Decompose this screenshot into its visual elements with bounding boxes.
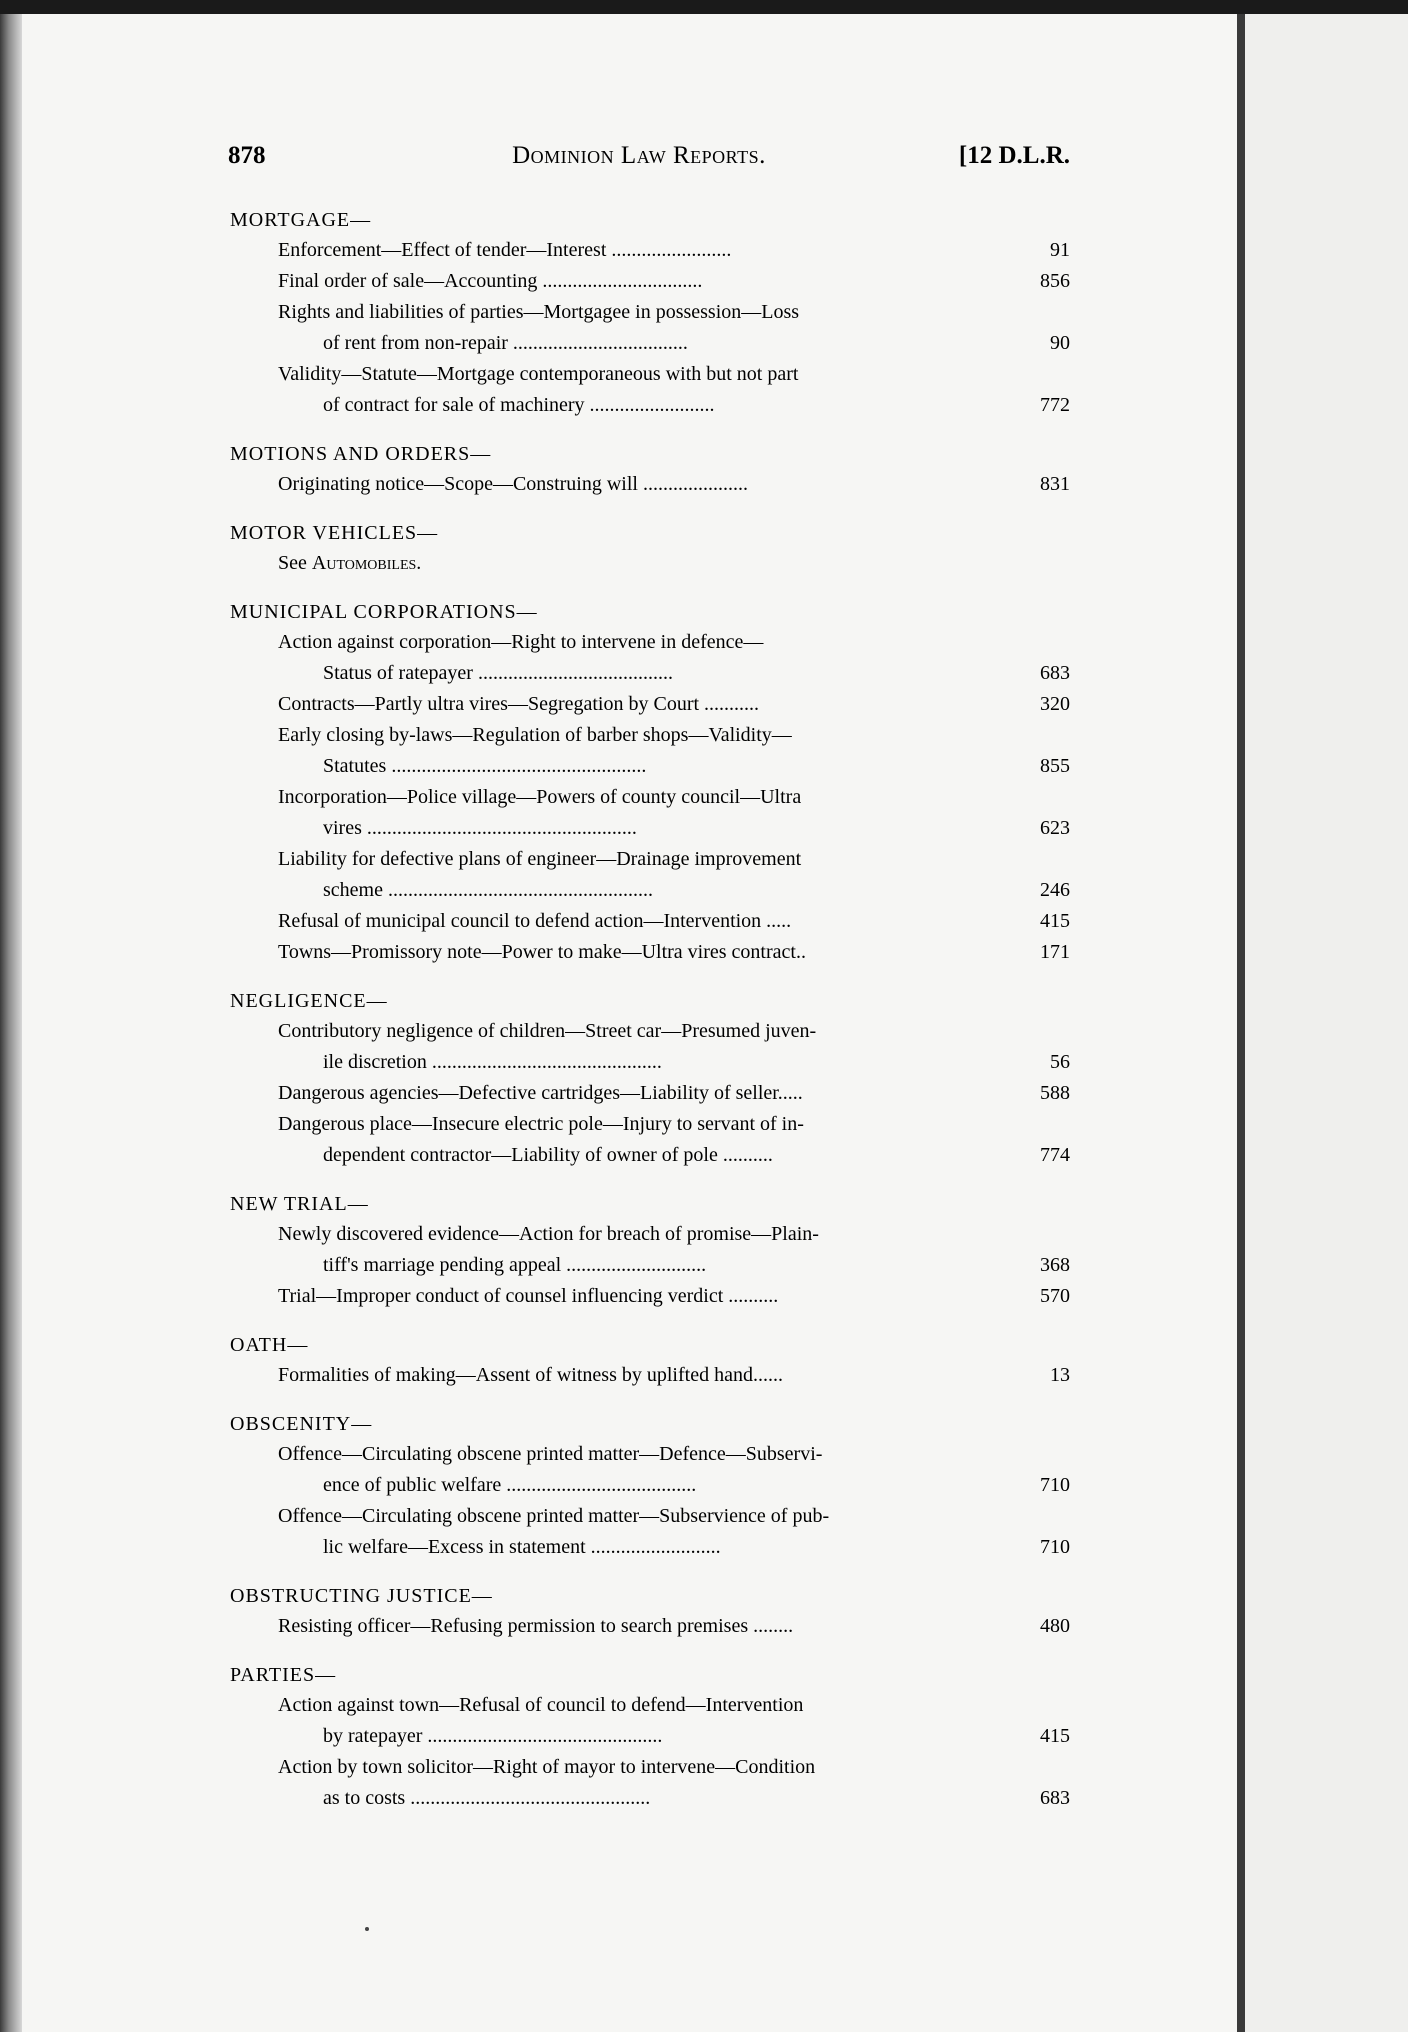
running-title: Dominion Law Reports. bbox=[512, 142, 766, 169]
section-heading: MOTIONS AND ORDERS— bbox=[230, 443, 492, 465]
index-sections bbox=[230, 205, 1070, 1832]
entry-continuation: Statutes ................................................... bbox=[323, 755, 647, 777]
page-reference: 171 bbox=[1040, 941, 1070, 963]
page-reference: 570 bbox=[1040, 1285, 1070, 1307]
index-section bbox=[230, 1581, 1070, 1642]
entry-text: Final order of sale—Accounting ................................ bbox=[278, 270, 703, 292]
index-section bbox=[230, 986, 1070, 1171]
scan-left-edge bbox=[0, 14, 22, 2032]
section-heading: OATH— bbox=[230, 1334, 309, 1356]
section-heading: NEGLIGENCE— bbox=[230, 990, 388, 1012]
entry-text: Action by town solicitor—Right of mayor to intervene—Condition bbox=[278, 1756, 816, 1778]
entry-text: Originating notice—Scope—Construing will ..................... bbox=[278, 473, 748, 495]
entry-text: Towns—Promissory note—Power to make—Ultra vires contract.. bbox=[278, 941, 806, 963]
entry-text: Trial—Improper conduct of counsel influencing verdict .......... bbox=[278, 1285, 779, 1307]
entry-continuation: of rent from non-repair ................................... bbox=[323, 332, 688, 354]
index-entry bbox=[230, 689, 1070, 720]
page-reference: 772 bbox=[1040, 394, 1070, 416]
index-entry bbox=[230, 1281, 1070, 1312]
page-reference: 710 bbox=[1040, 1474, 1070, 1496]
section-heading: OBSTRUCTING JUSTICE— bbox=[230, 1585, 493, 1607]
entry-continuation: scheme ..................................................... bbox=[323, 879, 653, 901]
entry-continuation: ile discretion .............................................. bbox=[323, 1051, 662, 1073]
section-heading: PARTIES— bbox=[230, 1664, 337, 1686]
section-heading: NEW TRIAL— bbox=[230, 1193, 369, 1215]
index-entry bbox=[230, 720, 1070, 782]
index-entry bbox=[230, 782, 1070, 844]
index-entry bbox=[230, 1078, 1070, 1109]
index-entry bbox=[230, 844, 1070, 906]
print-speck bbox=[365, 1927, 369, 1931]
entry-continuation: vires ...................................................... bbox=[323, 817, 637, 839]
entry-text: Validity—Statute—Mortgage contemporaneous with but not part bbox=[278, 363, 799, 385]
index-entry bbox=[230, 1501, 1070, 1563]
entry-text: Contracts—Partly ultra vires—Segregation by Court ........... bbox=[278, 693, 760, 715]
section-heading: MUNICIPAL CORPORATIONS— bbox=[230, 601, 538, 623]
entry-text: Action against corporation—Right to intervene in defence— bbox=[278, 631, 764, 653]
index-section bbox=[230, 439, 1070, 500]
volume-reference: [12 D.L.R. bbox=[958, 142, 1070, 169]
entry-continuation: Status of ratepayer ....................................... bbox=[323, 662, 673, 684]
index-section bbox=[230, 1660, 1070, 1814]
section-heading: OBSCENITY— bbox=[230, 1413, 373, 1435]
index-entry bbox=[230, 359, 1070, 421]
entry-text: Dangerous agencies—Defective cartridges—Liability of seller..... bbox=[278, 1082, 803, 1104]
index-entry bbox=[230, 266, 1070, 297]
index-entry bbox=[230, 1109, 1070, 1171]
index-entry bbox=[230, 1690, 1070, 1752]
index-entry bbox=[230, 627, 1070, 689]
page-gutter bbox=[1237, 14, 1245, 2032]
page-reference: 623 bbox=[1040, 817, 1070, 839]
index-section bbox=[230, 1409, 1070, 1563]
index-section bbox=[230, 518, 1070, 579]
index-entry bbox=[230, 1016, 1070, 1078]
entry-text: Refusal of municipal council to defend action—Intervention ..... bbox=[278, 910, 792, 932]
page-reference: 246 bbox=[1040, 879, 1070, 901]
entry-text: Enforcement—Effect of tender—Interest ........................ bbox=[278, 239, 732, 261]
page-reference: 415 bbox=[1040, 910, 1070, 932]
entry-text: Resisting officer—Refusing permission to search premises ........ bbox=[278, 1615, 794, 1637]
page-reference: 856 bbox=[1040, 270, 1070, 292]
page-reference: 91 bbox=[1050, 239, 1070, 261]
entry-continuation: as to costs ................................................ bbox=[323, 1787, 651, 1809]
entry-text: Incorporation—Police village—Powers of county council—Ultra bbox=[278, 786, 802, 808]
page-reference: 368 bbox=[1040, 1254, 1070, 1276]
entry-text: Formalities of making—Assent of witness by uplifted hand...... bbox=[278, 1364, 783, 1386]
page-reference: 683 bbox=[1040, 662, 1070, 684]
page-number: 878 bbox=[228, 142, 266, 169]
entry-continuation: ence of public welfare ...................................... bbox=[323, 1474, 697, 1496]
page-reference: 415 bbox=[1040, 1725, 1070, 1747]
see-prefix: See bbox=[278, 552, 307, 574]
index-entry bbox=[230, 1611, 1070, 1642]
entry-continuation: by ratepayer ............................................... bbox=[323, 1725, 663, 1747]
see-reference bbox=[230, 548, 1070, 579]
entry-text: Offence—Circulating obscene printed matter—Subservience of pub- bbox=[278, 1505, 830, 1527]
index-entry bbox=[230, 297, 1070, 359]
entry-text: Dangerous place—Insecure electric pole—Injury to servant of in- bbox=[278, 1113, 804, 1135]
page-reference: 90 bbox=[1050, 332, 1070, 354]
page-reference: 774 bbox=[1040, 1144, 1070, 1166]
index-section bbox=[230, 1330, 1070, 1391]
index-entry bbox=[230, 1439, 1070, 1501]
index-entry bbox=[230, 906, 1070, 937]
entry-continuation: dependent contractor—Liability of owner of pole .......... bbox=[323, 1144, 773, 1166]
entry-text: Newly discovered evidence—Action for breach of promise—Plain- bbox=[278, 1223, 819, 1245]
page-reference: 831 bbox=[1040, 473, 1070, 495]
section-heading: MOTOR VEHICLES— bbox=[230, 522, 439, 544]
page-reference: 710 bbox=[1040, 1536, 1070, 1558]
entry-continuation: lic welfare—Excess in statement .......................... bbox=[323, 1536, 721, 1558]
entry-text: Liability for defective plans of engineer—Drainage improvement bbox=[278, 848, 802, 870]
page-reference: 588 bbox=[1040, 1082, 1070, 1104]
scan-top-border bbox=[0, 0, 1408, 14]
index-entry bbox=[230, 235, 1070, 266]
index-entry bbox=[230, 937, 1070, 968]
page-reference: 56 bbox=[1050, 1051, 1070, 1073]
index-entry bbox=[230, 1752, 1070, 1814]
index-section bbox=[230, 205, 1070, 421]
entry-continuation: of contract for sale of machinery ......................... bbox=[323, 394, 715, 416]
index-entry bbox=[230, 469, 1070, 500]
index-entry bbox=[230, 1219, 1070, 1281]
running-header bbox=[208, 142, 1070, 182]
page-reference: 683 bbox=[1040, 1787, 1070, 1809]
entry-text: Action against town—Refusal of council to defend—Intervention bbox=[278, 1694, 804, 1716]
page-reference: 480 bbox=[1040, 1615, 1070, 1637]
entry-text: Offence—Circulating obscene printed matter—Defence—Subservi- bbox=[278, 1443, 823, 1465]
section-heading: MORTGAGE— bbox=[230, 209, 372, 231]
index-section bbox=[230, 1189, 1070, 1312]
entry-text: Contributory negligence of children—Street car—Presumed juven- bbox=[278, 1020, 817, 1042]
see-target: Automobiles. bbox=[311, 552, 422, 574]
page-reference: 13 bbox=[1050, 1364, 1070, 1386]
facing-page-edge bbox=[1245, 14, 1408, 2032]
page-reference: 855 bbox=[1040, 755, 1070, 777]
index-entry bbox=[230, 1360, 1070, 1391]
index-section bbox=[230, 597, 1070, 968]
entry-text: Rights and liabilities of parties—Mortgagee in possession—Loss bbox=[278, 301, 800, 323]
entry-continuation: tiff's marriage pending appeal ............................ bbox=[323, 1254, 707, 1276]
entry-text: Early closing by-laws—Regulation of barber shops—Validity— bbox=[278, 724, 792, 746]
page-reference: 320 bbox=[1040, 693, 1070, 715]
